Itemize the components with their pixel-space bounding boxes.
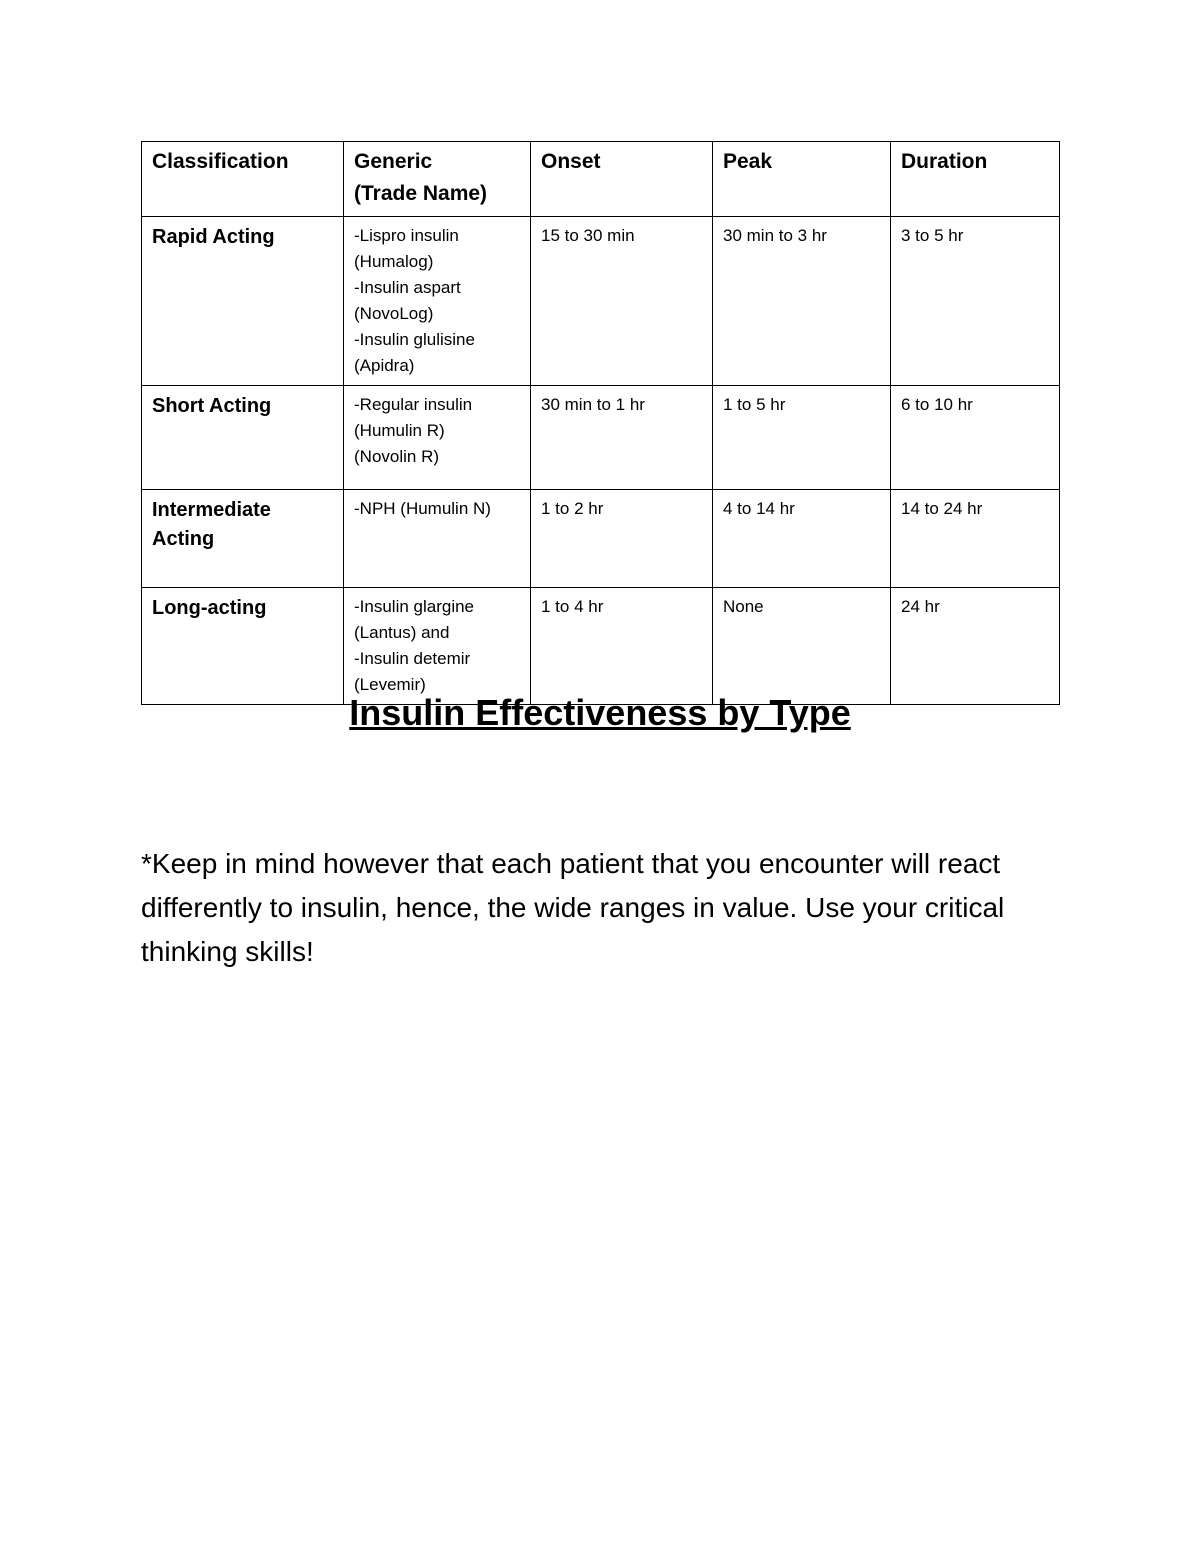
peak-cell: None: [713, 588, 891, 705]
document-title: Insulin Effectiveness by Type: [349, 692, 851, 733]
onset-cell: 30 min to 1 hr: [531, 386, 713, 490]
insulin-table: [141, 141, 1060, 705]
classification-cell: Intermediate Acting: [142, 490, 344, 588]
table-header-row: [142, 142, 1060, 217]
header-onset: Onset: [531, 142, 713, 217]
peak-cell: 1 to 5 hr: [713, 386, 891, 490]
onset-cell: 1 to 2 hr: [531, 490, 713, 588]
duration-cell: 6 to 10 hr: [891, 386, 1060, 490]
header-peak: Peak: [713, 142, 891, 217]
duration-cell: 24 hr: [891, 588, 1060, 705]
generic-cell: -Regular insulin (Humulin R) (Novolin R): [344, 386, 531, 490]
header-generic: Generic (Trade Name): [344, 142, 531, 217]
duration-cell: 14 to 24 hr: [891, 490, 1060, 588]
generic-cell: -Lispro insulin (Humalog) -Insulin aspart (NovoLog) -Insulin glulisine (Apidra): [344, 217, 531, 386]
classification-cell: Rapid Acting: [142, 217, 344, 386]
generic-cell: -NPH (Humulin N): [344, 490, 531, 588]
onset-cell: 15 to 30 min: [531, 217, 713, 386]
header-classification: Classification: [142, 142, 344, 217]
note-paragraph: *Keep in mind however that each patient that you encounter will react differently to insulin, hence, the wide ranges in value. Use your critical thinking skills!: [141, 848, 1005, 967]
duration-cell: 3 to 5 hr: [891, 217, 1060, 386]
peak-cell: 4 to 14 hr: [713, 490, 891, 588]
classification-cell: Short Acting: [142, 386, 344, 490]
header-duration: Duration: [891, 142, 1060, 217]
classification-cell: Long-acting: [142, 588, 344, 705]
table-row-intermediate-acting: [142, 490, 1060, 588]
onset-cell: 1 to 4 hr: [531, 588, 713, 705]
table-row-short-acting: [142, 386, 1060, 490]
generic-cell: -Insulin glargine (Lantus) and -Insulin detemir (Levemir): [344, 588, 531, 705]
table-row-rapid-acting: [142, 217, 1060, 386]
peak-cell: 30 min to 3 hr: [713, 217, 891, 386]
